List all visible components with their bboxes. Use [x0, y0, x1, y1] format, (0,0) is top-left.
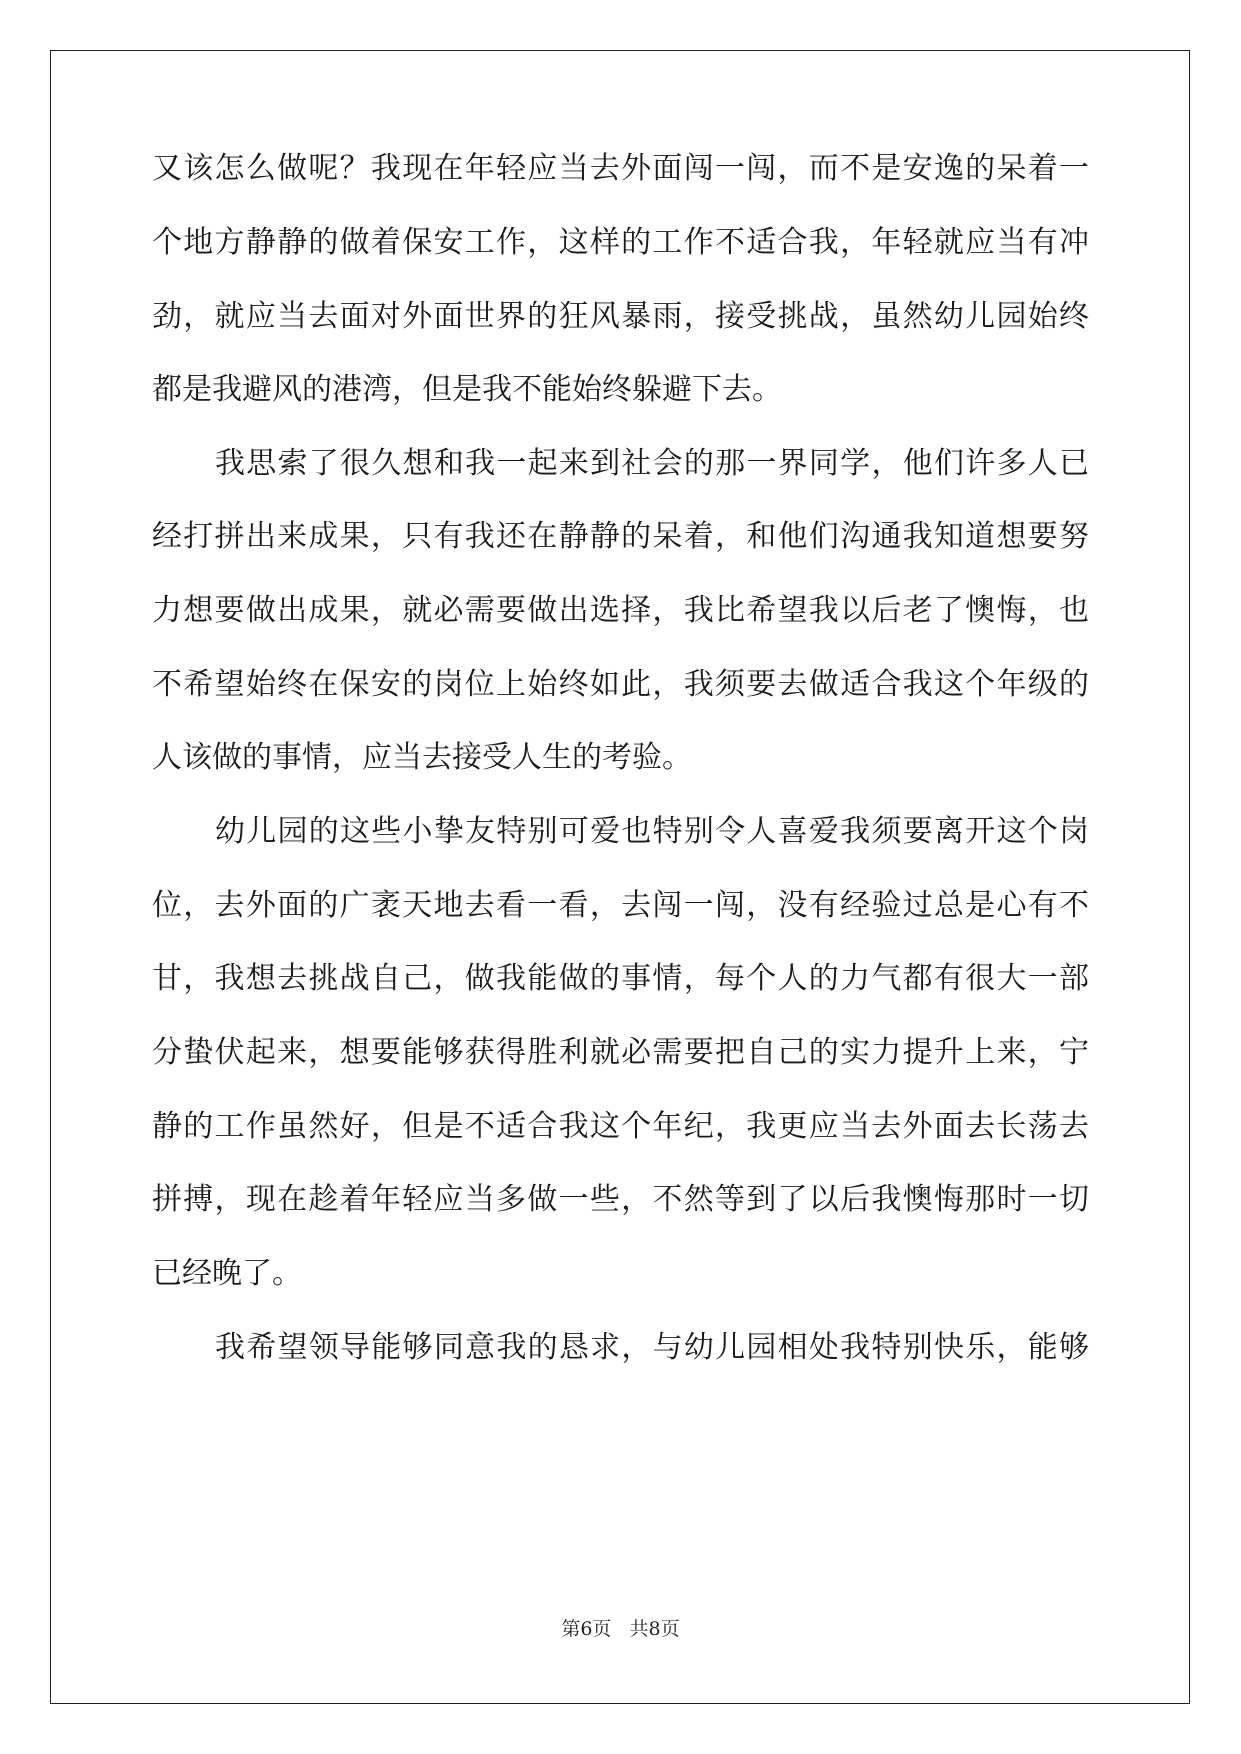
text-line: 人该做的事情，应当去接受人生的考验。: [152, 740, 692, 775]
text-line: 又该怎么做呢？我现在年轻应当去外面闯一闯，而不是安逸的呆着一: [152, 151, 1089, 186]
text-line: 静的工作虽然好，但是不适合我这个年纪，我更应当去外面去长荡去: [152, 1109, 1089, 1144]
text-line: 个地方静静的做着保安工作，这样的工作不适合我，年轻就应当有冲: [152, 225, 1089, 260]
text-line: 我希望领导能够同意我的恳求，与幼儿园相处我特别快乐，能够: [215, 1330, 1089, 1365]
text-line: 我思索了很久想和我一起来到社会的那一界同学，他们许多人已: [215, 446, 1089, 481]
text-line: 分蛰伏起来，想要能够获得胜利就必需要把自己的实力提升上来，宁: [152, 1035, 1089, 1070]
text-line: 已经晚了。: [152, 1256, 302, 1291]
text-line: 劲，就应当去面对外面世界的狂风暴雨，接受挑战，虽然幼儿园始终: [152, 299, 1089, 334]
text-line: 经打拼出来成果，只有我还在静静的呆着，和他们沟通我知道想要努: [152, 519, 1089, 554]
text-line: 甘，我想去挑战自己，做我能做的事情，每个人的力气都有很大一部: [152, 961, 1089, 996]
page-footer: 第6页 共8页: [561, 1618, 680, 1640]
text-line: 拼搏，现在趁着年轻应当多做一些，不然等到了以后我懊悔那时一切: [152, 1182, 1089, 1217]
text-line: 力想要做出成果，就必需要做出选择，我比希望我以后老了懊悔，也: [152, 593, 1089, 628]
text-line: 位，去外面的广袤天地去看一看，去闯一闯，没有经验过总是心有不: [152, 888, 1089, 923]
text-line: 幼儿园的这些小挚友特别可爱也特别令人喜爱我须要离开这个岗: [215, 814, 1089, 849]
text-line: 都是我避风的港湾，但是我不能始终躲避下去。: [152, 372, 782, 407]
text-line: 不希望始终在保安的岗位上始终如此，我须要去做适合我这个年级的: [152, 667, 1089, 702]
